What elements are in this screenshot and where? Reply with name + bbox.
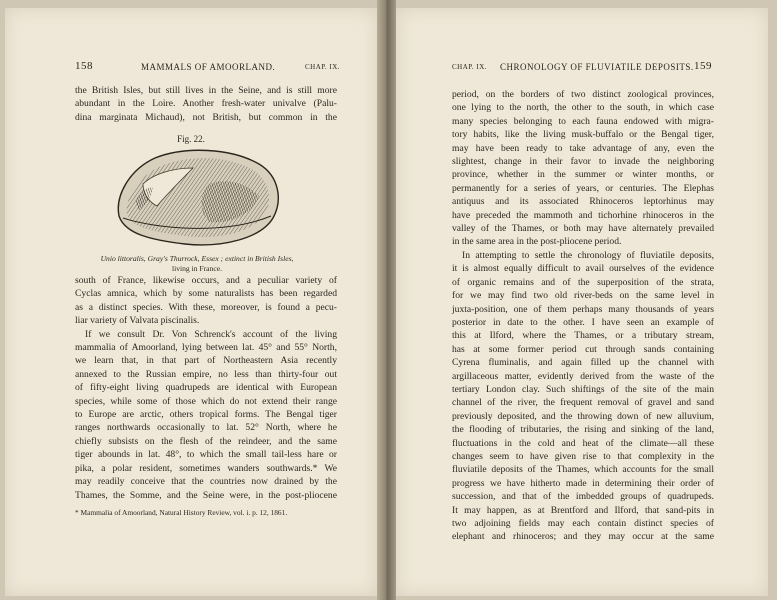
left-running-title: MAMMALS OF AMOORLAND. bbox=[141, 62, 276, 72]
footnote: * Mammalia of Amoorland, Natural History Review, vol. i. p. 12, 1861. bbox=[75, 508, 288, 517]
text-line: this at Ilford, where the Thames, or a tributary stream, bbox=[452, 330, 714, 342]
figure-caption bbox=[87, 254, 307, 274]
text-line: ranges northwards occasionally to lat. 52° North, where he bbox=[75, 422, 337, 434]
text-line: fluctuations in the cold and heat of the climate—all these bbox=[452, 437, 714, 449]
text-line: the flooding of tributaries, the rising and sinking of the land, bbox=[452, 424, 714, 436]
text-line: two adjoining fields may each contain distinct species of bbox=[452, 518, 714, 529]
right-page-header bbox=[396, 62, 768, 76]
left-text-top bbox=[75, 84, 337, 124]
text-line: species, while some of those which do not extend their range bbox=[75, 395, 337, 407]
text-line: for we may find two old river-beds on the same level in bbox=[452, 290, 714, 302]
text-line: has at some former period cut through sands containing bbox=[452, 343, 714, 355]
text-line: Cyrena fluminalis, and again filled up the channel with bbox=[452, 357, 714, 369]
left-page bbox=[5, 8, 377, 596]
text-line: liar variety of Valvata piscinalis. bbox=[75, 315, 200, 327]
figure-caption-line-1: Unio littoralis, Gray's Thurrock, Essex ; extinct in British Isles, bbox=[100, 254, 294, 263]
text-line: previously deposited, and the throwing down of new alluvium, bbox=[452, 410, 714, 422]
figure-caption-line-2: living in France. bbox=[172, 264, 222, 273]
text-line: juxta-position, one of them perhaps many thousands of years bbox=[452, 303, 714, 315]
right-chapter-label: CHAP. IX. bbox=[452, 63, 488, 71]
text-line: elephant and rhinoceros; and they may occur at the same bbox=[452, 531, 714, 543]
text-line: In attempting to settle the chronology of fluviatile deposits, bbox=[462, 249, 714, 261]
text-line: south of France, likewise occurs, and a peculiar variety of bbox=[75, 275, 337, 286]
text-line: of organic remains and of the superposition of the strata, bbox=[452, 276, 714, 288]
left-page-number: 158 bbox=[75, 60, 93, 72]
text-line: province, whether in the summer or winter months, or bbox=[452, 169, 714, 181]
text-line: mammalia of Amoorland, lying between lat. 45° and 55° North, bbox=[75, 342, 337, 354]
text-line: Cyclas amnica, which by some naturalists has been regarded bbox=[75, 288, 337, 300]
text-line: have preceded the mammoth and tichorhine rhinoceros in the bbox=[452, 209, 714, 221]
text-line: If we consult Dr. Von Schrenck's account of the living bbox=[85, 328, 337, 340]
text-line: valley of the Thames, or both may have alternately prevailed bbox=[452, 223, 714, 235]
text-line: argillaceous matter, evidently derived from the waste of the bbox=[452, 370, 714, 382]
text-line: the British Isles, but still lives in the Seine, and is still more bbox=[75, 85, 337, 96]
text-line: permanently for a series of years, or centuries. The Elephas bbox=[452, 182, 714, 194]
left-text-bottom bbox=[75, 274, 337, 502]
text-line: period, on the borders of two distinct zoological provinces, bbox=[452, 89, 714, 100]
text-line: tertiary London clay. Such shiftings of the site of the main bbox=[452, 383, 714, 395]
text-line: progress we have hitherto made in determining their order of bbox=[452, 477, 714, 489]
right-page-number: 159 bbox=[694, 60, 712, 72]
text-line: chiefly subsists on the flesh of the reindeer, and the same bbox=[75, 435, 337, 447]
text-line: annexed to the Russian empire, no less than thirty-four out bbox=[75, 368, 337, 380]
text-line: tory habits, like the living musk-buffalo or the Bengal tiger, bbox=[452, 129, 714, 141]
figure-label: Fig. 22. bbox=[177, 134, 205, 144]
text-line: fluviatile deposits of the Thames, which accounts for the small bbox=[452, 464, 714, 476]
left-page-header bbox=[5, 62, 377, 76]
text-line: posterior in date to the other. I have seen an example of bbox=[452, 316, 714, 328]
text-line: antiquus and its associated Rhinoceros leptorhinus may bbox=[452, 196, 714, 208]
book-gutter bbox=[377, 0, 396, 600]
text-line: tiger abounds in lat. 48°, to which the small tail-less hare or bbox=[75, 449, 337, 461]
text-line: It may happen, as at Brentford and Ilford, that sand-pits in bbox=[452, 504, 714, 516]
text-line: dina marginata Michaud), not British, but common in the bbox=[75, 111, 337, 123]
text-line: of fifty-eight living quadrupeds are identical with European bbox=[75, 382, 337, 394]
text-line: one lying to the north, the other to the south, in which case bbox=[452, 102, 714, 114]
text-line: pika, a polar resident, sometimes wanders southwards.* We bbox=[75, 462, 337, 474]
text-line: abundant in the Loire. Another fresh-water univalve (Palu- bbox=[75, 98, 337, 110]
text-line: many species belonging to each fauna endowed with migra- bbox=[452, 115, 714, 127]
text-line: as a distinct species. With these, moreover, is found a pecu- bbox=[75, 301, 337, 313]
text-line: to Europe are arctic, others tropical forms. The Bengal tiger bbox=[75, 409, 337, 421]
text-line: Thames, the Somme, and the Seine were, in the post-pliocene bbox=[75, 489, 337, 501]
unio-shell-illustration bbox=[113, 144, 283, 252]
text-line: slightest, change in their favor to invade the neighboring bbox=[452, 156, 714, 168]
text-line: it is almost equally difficult to avail ourselves of the evidence bbox=[452, 263, 714, 275]
text-line: may have been ready to take advantage of any, even the bbox=[452, 142, 714, 154]
right-page bbox=[396, 8, 768, 596]
text-line: succession, and that of the imbedded groups of quadrupeds. bbox=[452, 491, 714, 503]
right-running-title: CHRONOLOGY OF FLUVIATILE DEPOSITS. bbox=[500, 62, 694, 72]
left-chapter-label: CHAP. IX. bbox=[305, 63, 341, 71]
right-text bbox=[452, 88, 714, 544]
text-line: we learn that, in that part of Northeastern Asia recently bbox=[75, 355, 337, 367]
text-line: may readily conceive that the countries now drained by the bbox=[75, 476, 337, 488]
text-line: channel of the river, the frequent removal of gravel and sand bbox=[452, 397, 714, 409]
text-line: in the same area in the post-pliocene period. bbox=[452, 236, 622, 248]
text-line: changes seem to have given rise to that complexity in the bbox=[452, 450, 714, 462]
